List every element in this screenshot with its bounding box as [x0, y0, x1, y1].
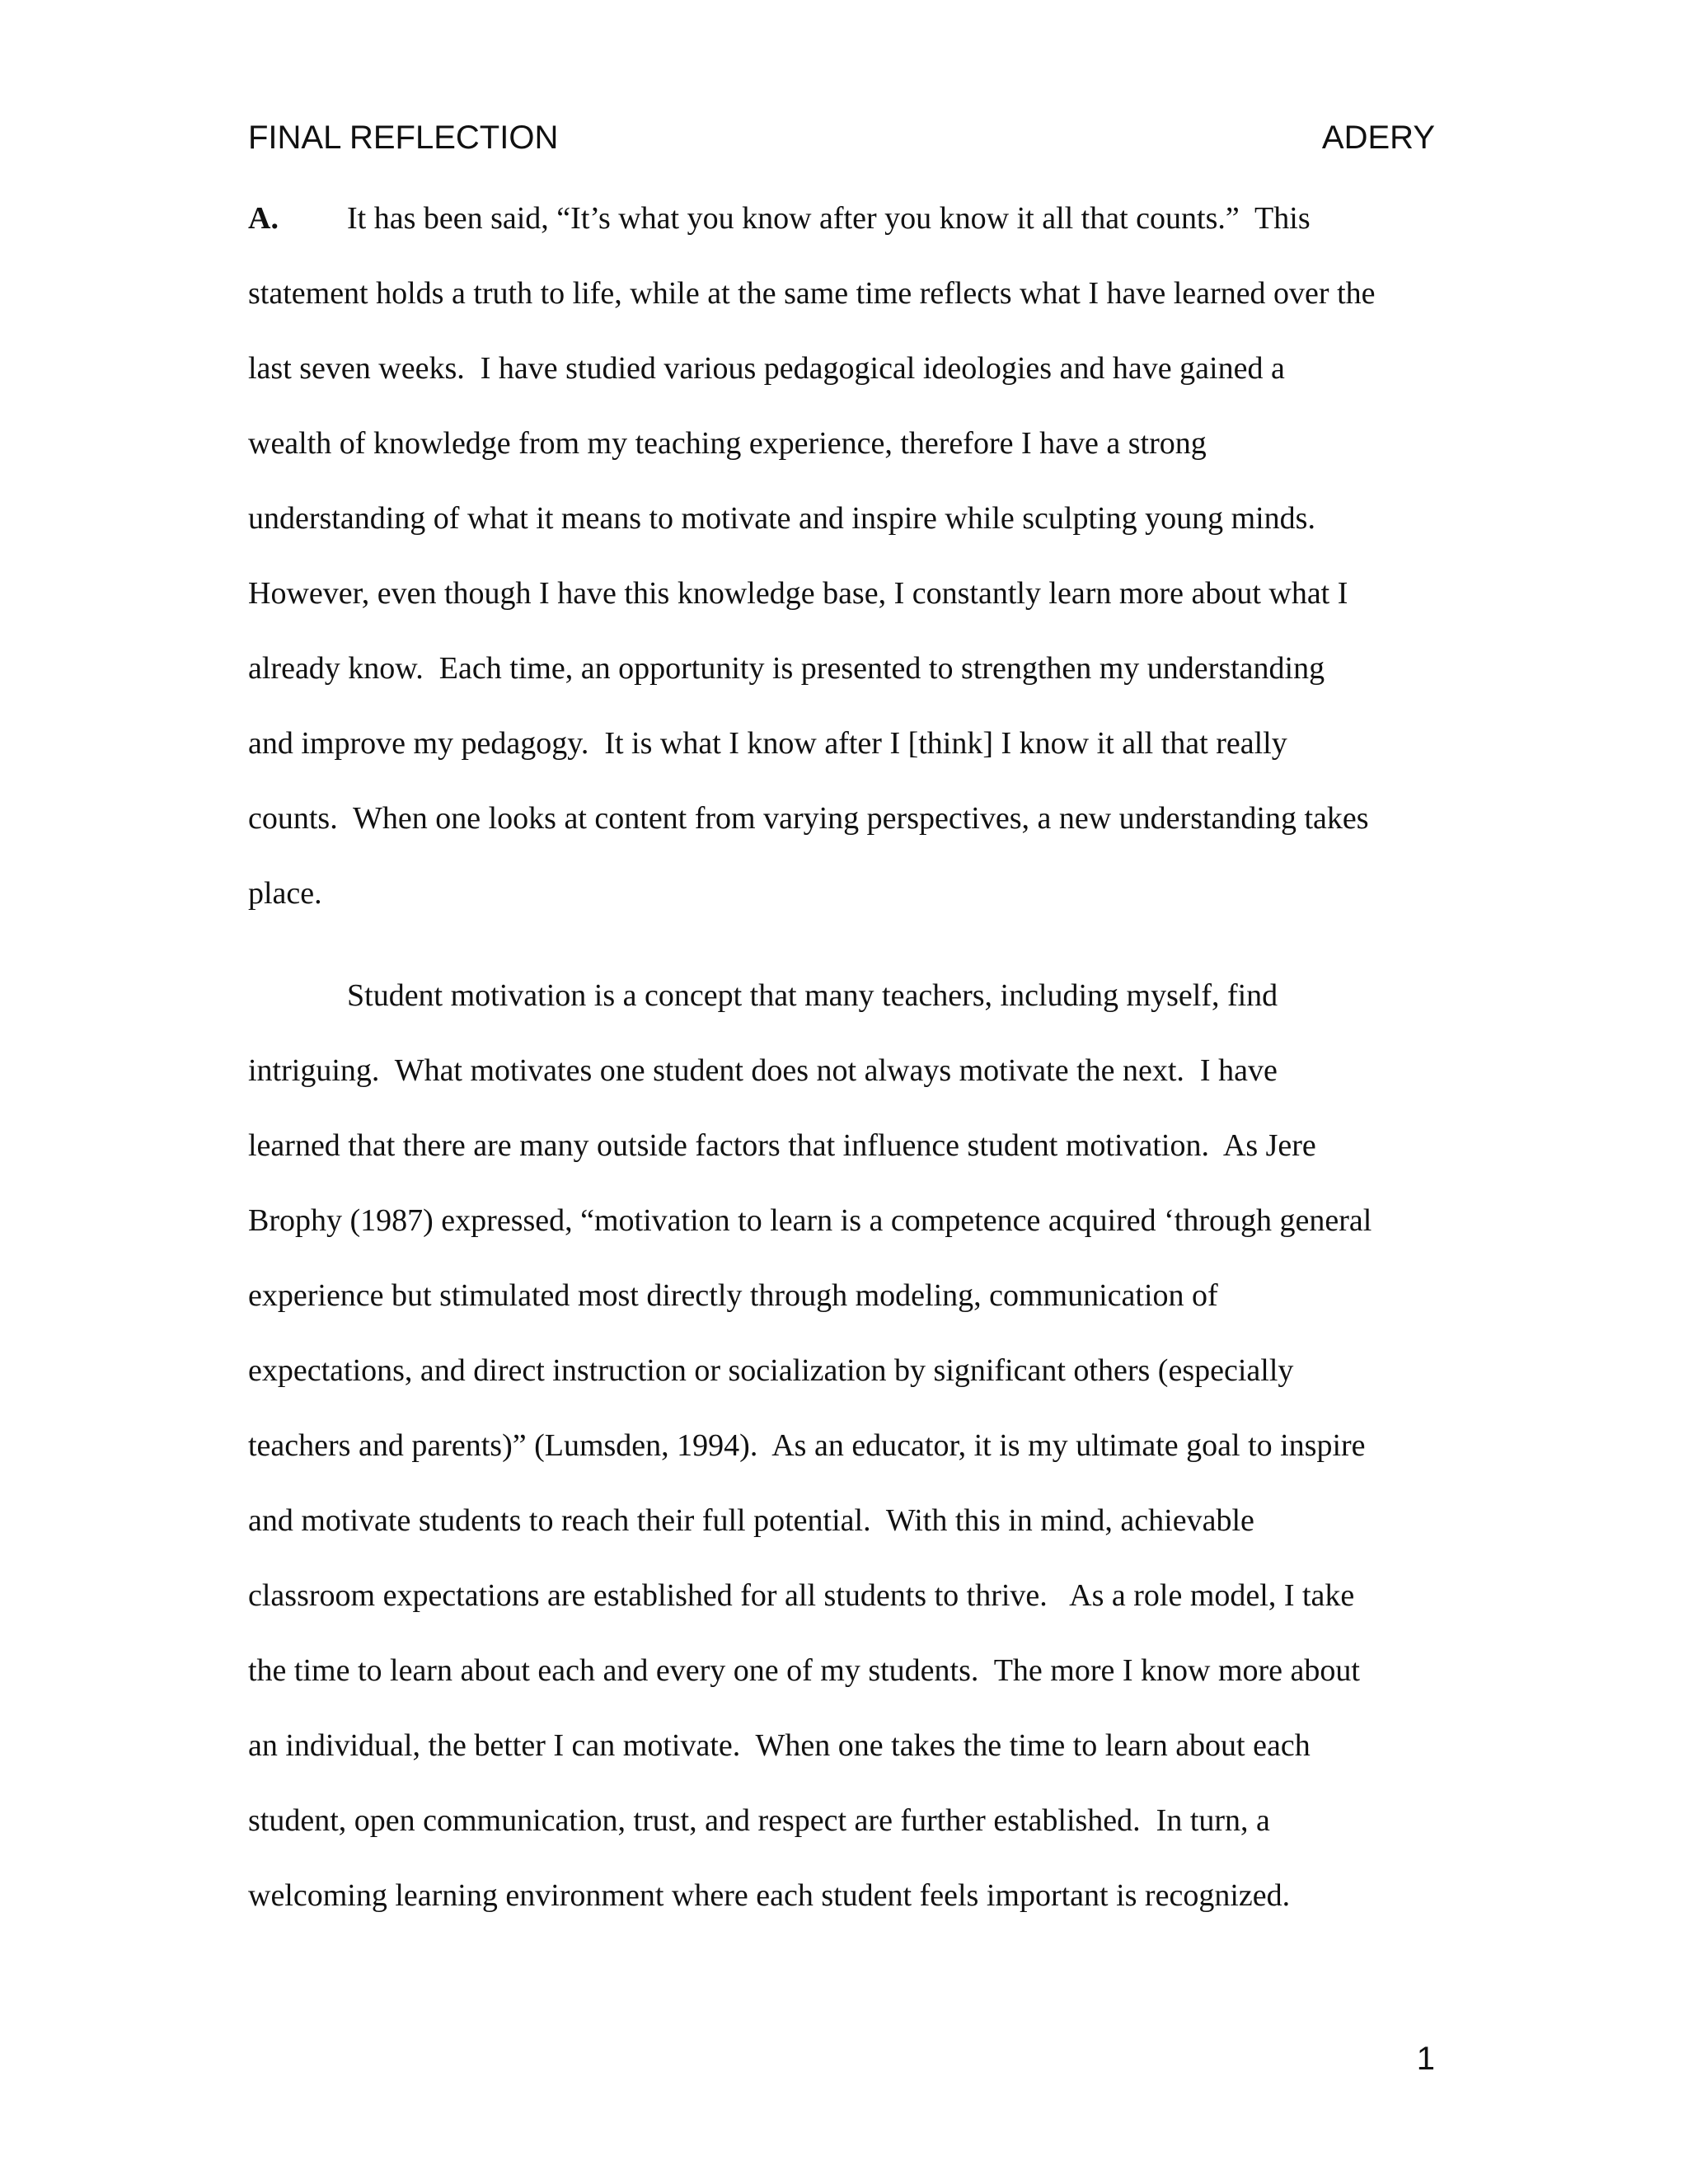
- paragraph-1-line: However, even though I have this knowledge base, I constantly learn more about what I: [248, 576, 1348, 611]
- paragraph-2-line: an individual, the better I can motivate. When one takes the time to learn about each: [248, 1728, 1311, 1763]
- paragraph-2-line: and motivate students to reach their full potential. With this in mind, achievable: [248, 1503, 1254, 1538]
- paragraph-1-line: counts. When one looks at content from varying perspectives, a new understanding takes: [248, 801, 1369, 836]
- section-label: A.: [248, 201, 279, 236]
- running-header-title: FINAL REFLECTION: [248, 120, 559, 156]
- paragraph-2-line: welcoming learning environment where each student feels important is recognized.: [248, 1878, 1291, 1913]
- paragraph-2-line: experience but stimulated most directly through modeling, communication of: [248, 1278, 1218, 1313]
- paragraph-1-line: statement holds a truth to life, while at the same time reflects what I have learned over the: [248, 276, 1376, 311]
- paragraph-1-line: wealth of knowledge from my teaching experience, therefore I have a strong: [248, 426, 1207, 461]
- paragraph-2-line: learned that there are many outside factors that influence student motivation. As Jere: [248, 1128, 1316, 1163]
- paragraph-2-line: the time to learn about each and every one of my students. The more I know more about: [248, 1653, 1360, 1688]
- paragraph-2-line: student, open communication, trust, and respect are further established. In turn, a: [248, 1803, 1270, 1838]
- paragraph-2-line: teachers and parents)” (Lumsden, 1994). As an educator, it is my ultimate goal to inspire: [248, 1428, 1366, 1463]
- paragraph-1-line: already know. Each time, an opportunity is presented to strengthen my understanding: [248, 651, 1325, 686]
- paragraph-2-line: classroom expectations are established for all students to thrive. As a role model, I take: [248, 1578, 1355, 1613]
- paragraph-2-line: Brophy (1987) expressed, “motivation to learn is a competence acquired ‘through general: [248, 1203, 1372, 1238]
- running-header-author: ADERY: [1321, 120, 1435, 156]
- paragraph-2-line: intriguing. What motivates one student does not always motivate the next. I have: [248, 1053, 1278, 1088]
- paragraph-1-line: last seven weeks. I have studied various pedagogical ideologies and have gained a: [248, 351, 1285, 386]
- page-number: 1: [1416, 2041, 1435, 2077]
- paragraph-1-line: understanding of what it means to motivate and inspire while sculpting young minds.: [248, 501, 1315, 536]
- paragraph-2-line: expectations, and direct instruction or socialization by significant others (especially: [248, 1353, 1294, 1388]
- paragraph-2-line: [248, 976, 1278, 1015]
- paragraph-1-line: [248, 199, 1311, 238]
- paragraph-1-line: and improve my pedagogy. It is what I know after I [think] I know it all that really: [248, 726, 1287, 761]
- line-text: Student motivation is a concept that many teachers, including myself, find: [347, 978, 1278, 1013]
- paragraph-1-line: place.: [248, 876, 322, 911]
- line-text: It has been said, “It’s what you know after you know it all that counts.” This: [347, 201, 1311, 236]
